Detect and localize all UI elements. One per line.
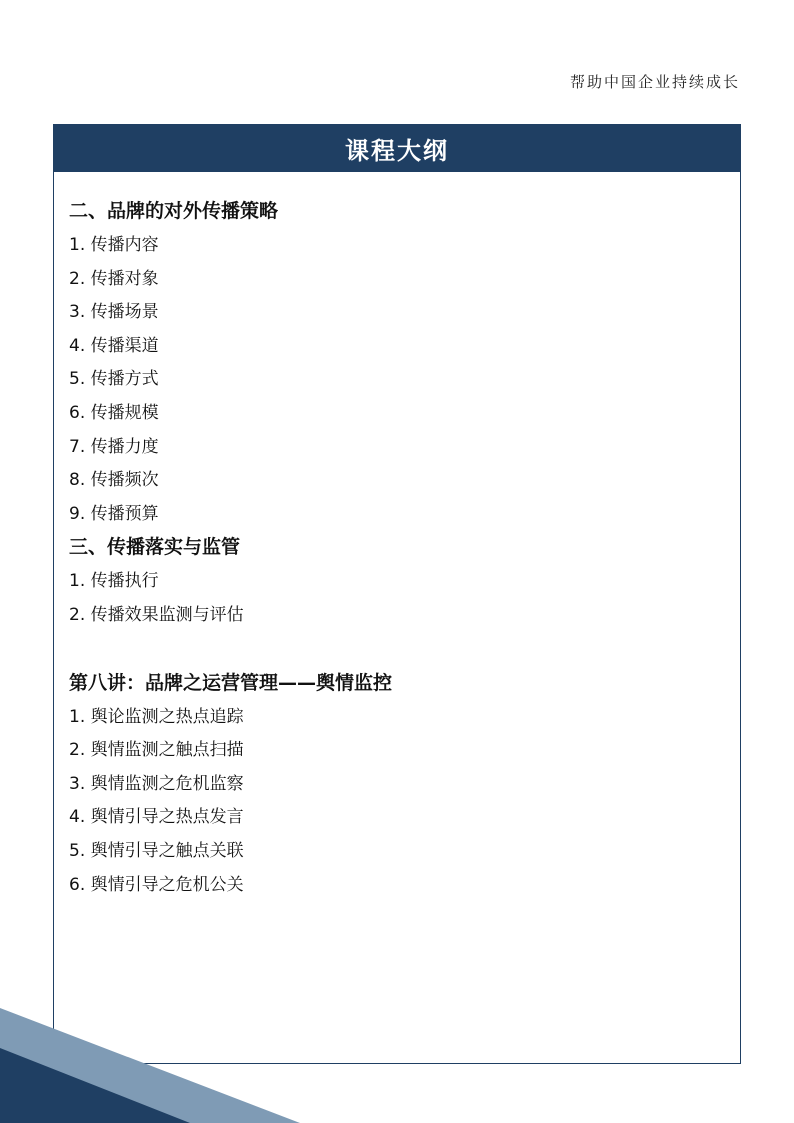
list-item: 4. 传播渠道 xyxy=(69,335,159,356)
list-item: 5. 舆情引导之触点关联 xyxy=(69,840,244,861)
course-outline-panel xyxy=(53,124,741,1064)
list-item: 9. 传播预算 xyxy=(69,503,159,524)
section-heading: 三、传播落实与监管 xyxy=(69,536,241,559)
list-item: 6. 传播规模 xyxy=(69,402,159,423)
list-item: 1. 传播执行 xyxy=(69,571,159,592)
section-heading: 第八讲：品牌之运营管理——舆情监控 xyxy=(69,671,393,694)
outline-header xyxy=(54,125,740,172)
list-item: 2. 舆情监测之触点扫描 xyxy=(69,740,244,761)
list-item: 1. 传播内容 xyxy=(69,235,159,255)
decorative-corner-triangles xyxy=(0,1008,300,1123)
list-item: 3. 传播场景 xyxy=(69,302,159,323)
company-tagline: 帮助中国企业持续成长 xyxy=(569,73,740,91)
list-item: 8. 传播频次 xyxy=(69,470,159,491)
outline-content xyxy=(69,199,725,906)
list-item: 2. 传播效果监测与评估 xyxy=(69,604,244,625)
list-item: 4. 舆情引导之热点发言 xyxy=(69,807,244,828)
list-item: 5. 传播方式 xyxy=(69,369,159,390)
list-item: 1. 舆论监测之热点追踪 xyxy=(69,706,244,727)
outline-title: 课程大纲 xyxy=(345,137,449,165)
section-heading: 二、品牌的对外传播策略 xyxy=(69,200,279,222)
list-item: 6. 舆情引导之危机公关 xyxy=(69,874,244,895)
list-item: 2. 传播对象 xyxy=(69,268,159,289)
list-item: 7. 传播力度 xyxy=(69,436,159,457)
list-item: 3. 舆情监测之危机监察 xyxy=(69,773,244,794)
